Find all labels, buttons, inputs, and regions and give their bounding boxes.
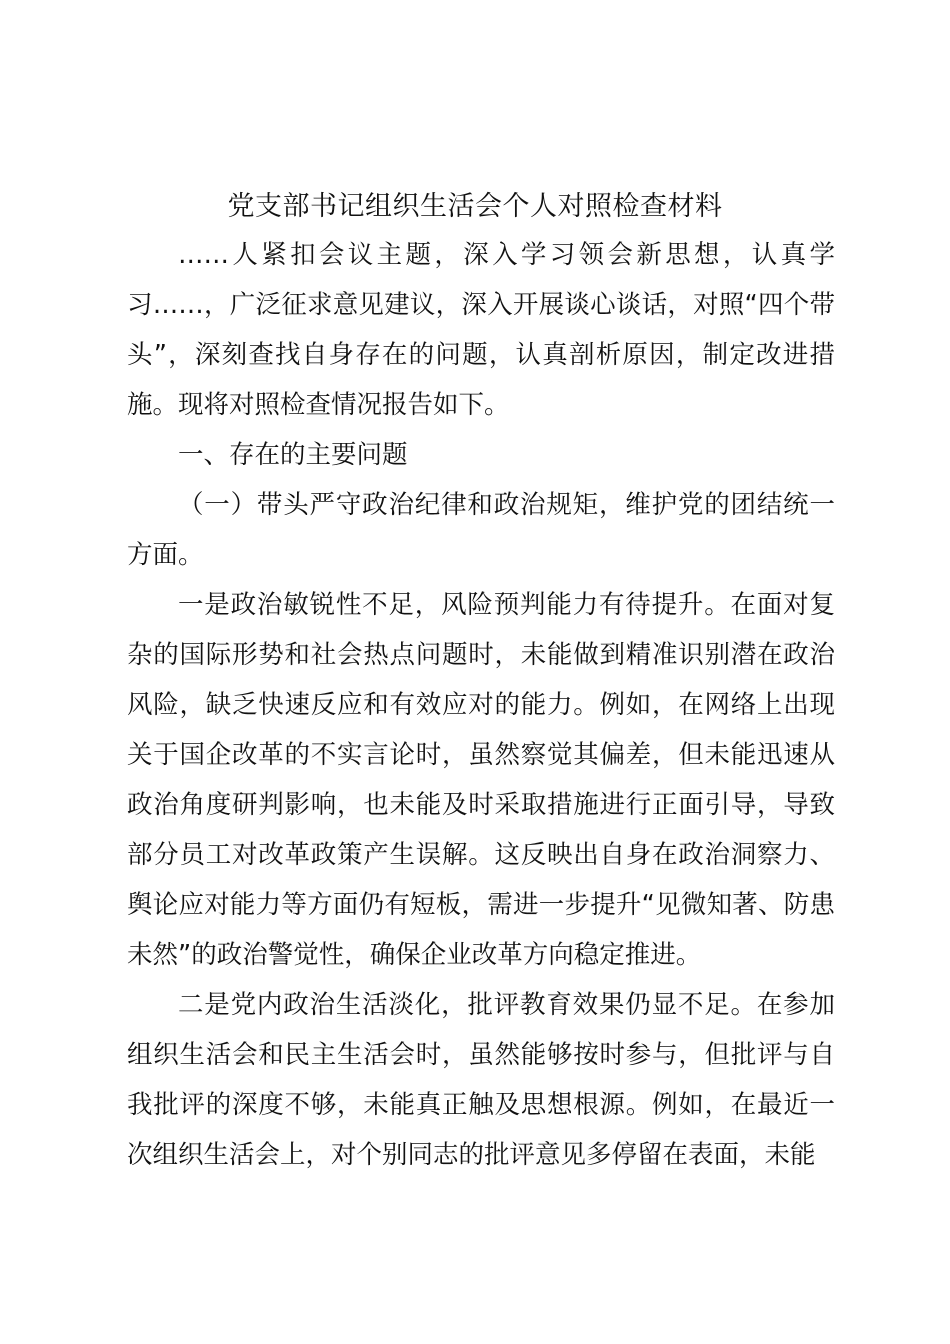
document-body [127, 230, 835, 1180]
section-heading: 一、存在的主要问题 [178, 440, 408, 470]
intro-paragraph: ……人紧扣会议主题，深入学习领会新思想，认真学习……，广泛征求意见建议，深入开展谈心谈话，对照“四个带头”，深刻查找自身存在的问题，认真剖析原因，制定改进措施。现将对照检查情况报告如下。 [127, 240, 835, 420]
issue-paragraph-1: 一是政治敏锐性不足，风险预判能力有待提升。在面对复杂的国际形势和社会热点问题时，未能做到精准识别潜在政治风险，缺乏快速反应和有效应对的能力。例如，在网络上出现关于国企改革的不实言论时，虽然察觉其偏差，但未能迅速从政治角度研判影响，也未能及时采取措施进行正面引导，导致部分员工对改革政策产生误解。这反映出自身在政治洞察力、舆论应对能力等方面仍有短板，需进一步提升“见微知著、防患未然”的政治警觉性，确保企业改革方向稳定推进。 [127, 590, 835, 970]
issue-paragraph-2: 二是党内政治生活淡化，批评教育效果仍显不足。在参加组织生活会和民主生活会时，虽然能够按时参与，但批评与自我批评的深度不够，未能真正触及思想根源。例如，在最近一次组织生活会上，对个别同志的批评意见多停留在表面，未能 [127, 990, 835, 1170]
document-title: 党支部书记组织生活会个人对照检查材料 [227, 191, 723, 222]
subsection-heading: （一）带头严守政治纪律和政治规矩，维护党的团结统一方面。 [127, 490, 835, 570]
